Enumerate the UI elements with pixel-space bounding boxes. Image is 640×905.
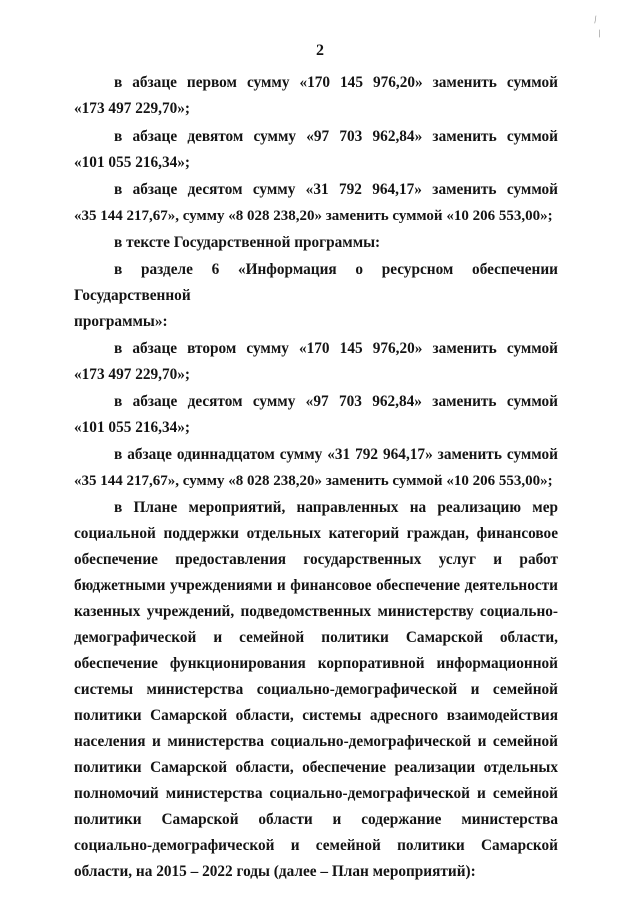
corner-pen-mark-2: / xyxy=(596,27,604,41)
paragraph-1-line-1: в абзаце первом сумму «170 145 976,20» заменить суммой xyxy=(114,74,558,91)
page-number: 2 xyxy=(316,42,324,59)
paragraph-1-line-2: «173 497 229,70»; xyxy=(74,100,190,117)
paragraph-6-line-2: «173 497 229,70»; xyxy=(74,366,190,383)
paragraph-7-line-2: «101 055 216,34»; xyxy=(74,419,190,436)
paragraph-3-line-1: в абзаце десятом сумму «31 792 964,17» заменить суммой xyxy=(114,181,558,198)
document-body xyxy=(74,70,558,885)
paragraph-8-line-2: «35 144 217,67», сумму «8 028 238,20» заменить суммой «10 206 553,00»; xyxy=(74,473,553,489)
paragraph-2-line-1: в абзаце девятом сумму «97 703 962,84» заменить суммой xyxy=(114,128,558,145)
paragraph-3-line-2: «35 144 217,67», сумму «8 028 238,20» заменить суммой «10 206 553,00»; xyxy=(74,208,553,224)
paragraph-5-line-1: в разделе 6 «Информация о ресурсном обеспечении Государственной xyxy=(74,261,558,304)
paragraph-6-line-1: в абзаце втором сумму «170 145 976,20» заменить суммой xyxy=(114,340,558,357)
paragraph-5-line-2: программы»: xyxy=(74,313,168,330)
paragraph-7-line-1: в абзаце десятом сумму «97 703 962,84» заменить суммой xyxy=(114,393,558,410)
paragraph-4: в тексте Государственной программы: xyxy=(114,234,381,251)
paragraph-2-line-2: «101 055 216,34»; xyxy=(74,154,190,171)
paragraph-9: в Плане мероприятий, направленных на реализацию мер социальной поддержки отдельных категорий граждан, финансовое обеспечение предоставления государственных услуг и работ бюджетными учреждениями и финансовое обеспечение деятельности казенных учреждений, подведомственных министерству социально-демографической и семейной политики Самарской области, обеспечение функционирования корпоративной информационной системы министерства социально-демографической и семейной политики Самарской области, системы адресного взаимодействия населения и министерства социально-демографической и семейной политики Самарской области, обеспечение реализации отдельных полномочий министерства социально-демографической и семейной политики Самарской области и содержание министерства социально-демографической и семейной политики Самарской области, на 2015 – 2022 годы (далее – План мероприятий): xyxy=(74,499,558,880)
corner-pen-mark: / xyxy=(592,13,599,27)
paragraph-8-line-1: в абзаце одиннадцатом сумму «31 792 964,17» заменить суммой xyxy=(114,446,558,463)
